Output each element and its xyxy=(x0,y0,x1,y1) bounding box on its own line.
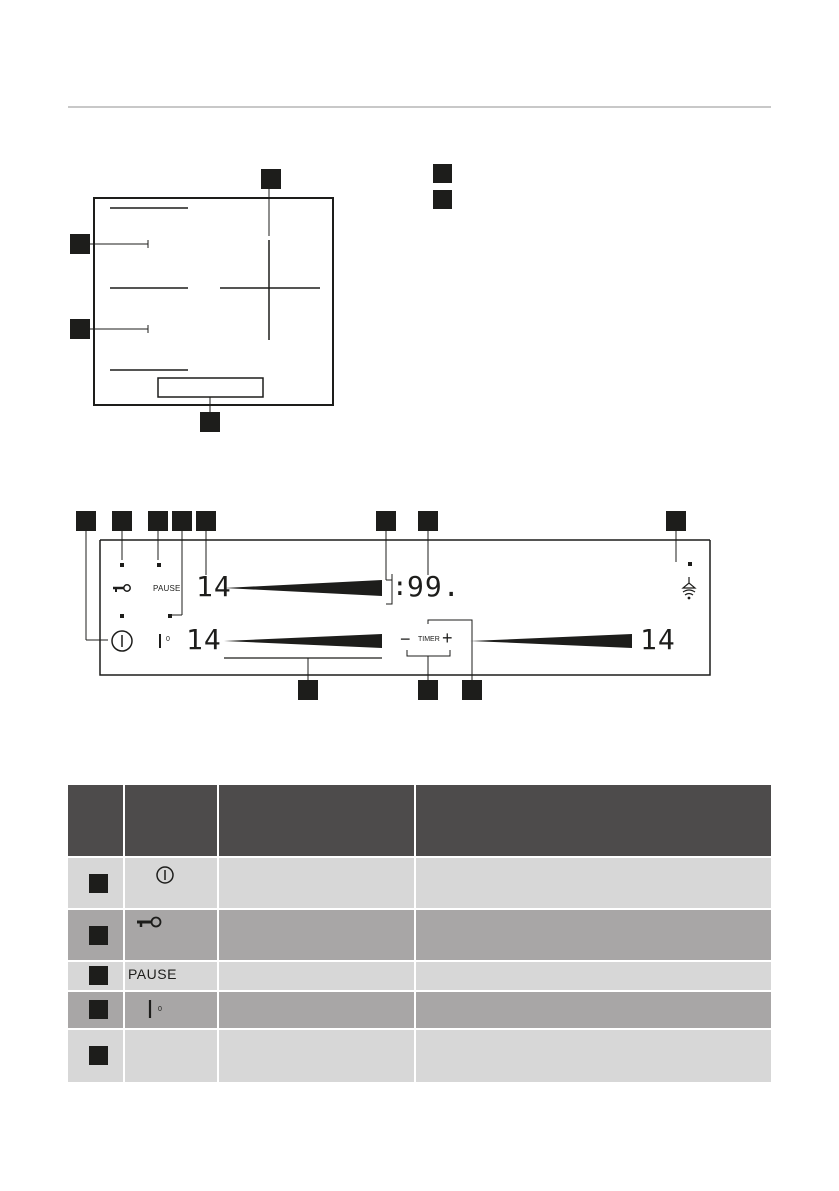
table-row xyxy=(68,962,771,990)
timer-minus-button[interactable]: − xyxy=(400,629,411,649)
panel-callout-10 xyxy=(418,680,438,700)
pause-label[interactable]: PAUSE xyxy=(153,584,181,593)
power-level-display-left: 14 xyxy=(186,623,222,656)
power-icon-panel xyxy=(112,631,132,651)
timer-label: TIMER xyxy=(418,636,440,643)
panel-callout-11 xyxy=(462,680,482,700)
top-slider-wedge xyxy=(224,580,382,596)
timer-display: 99. xyxy=(407,570,461,603)
panel-callout-3 xyxy=(148,511,168,531)
panel-callout-9 xyxy=(298,680,318,700)
hob2hood-icon xyxy=(683,577,695,599)
table-header-cell xyxy=(416,785,771,856)
panel-callout-8 xyxy=(666,511,686,531)
timer-plus-button[interactable]: + xyxy=(442,628,453,648)
table-row xyxy=(68,1030,771,1082)
power-level-display-right: 14 xyxy=(640,623,676,656)
table-row xyxy=(68,910,771,960)
table-header-cell xyxy=(68,785,123,856)
hob-indicator-zero: 0 xyxy=(158,1006,162,1013)
key-lock-icon-panel xyxy=(113,585,130,592)
panel-callout-4 xyxy=(172,511,192,531)
table-header-cell xyxy=(125,785,217,856)
power-level-display-top: 14 xyxy=(196,570,232,603)
panel-callout-1 xyxy=(76,511,96,531)
table-row xyxy=(68,858,771,908)
left-slider-wedge xyxy=(224,634,382,648)
table-header-cell xyxy=(219,785,414,856)
panel-callout-5 xyxy=(196,511,216,531)
right-slider-wedge xyxy=(470,634,632,648)
off-indicator: 0 xyxy=(166,636,170,643)
panel-callout-7 xyxy=(418,511,438,531)
panel-callout-2 xyxy=(112,511,132,531)
pause-text: PAUSE xyxy=(128,966,177,982)
panel-callout-6 xyxy=(376,511,396,531)
power-icon xyxy=(155,865,185,887)
timer-colon: : xyxy=(392,572,408,602)
table-row xyxy=(68,992,771,1028)
key-lock-icon xyxy=(137,915,177,935)
